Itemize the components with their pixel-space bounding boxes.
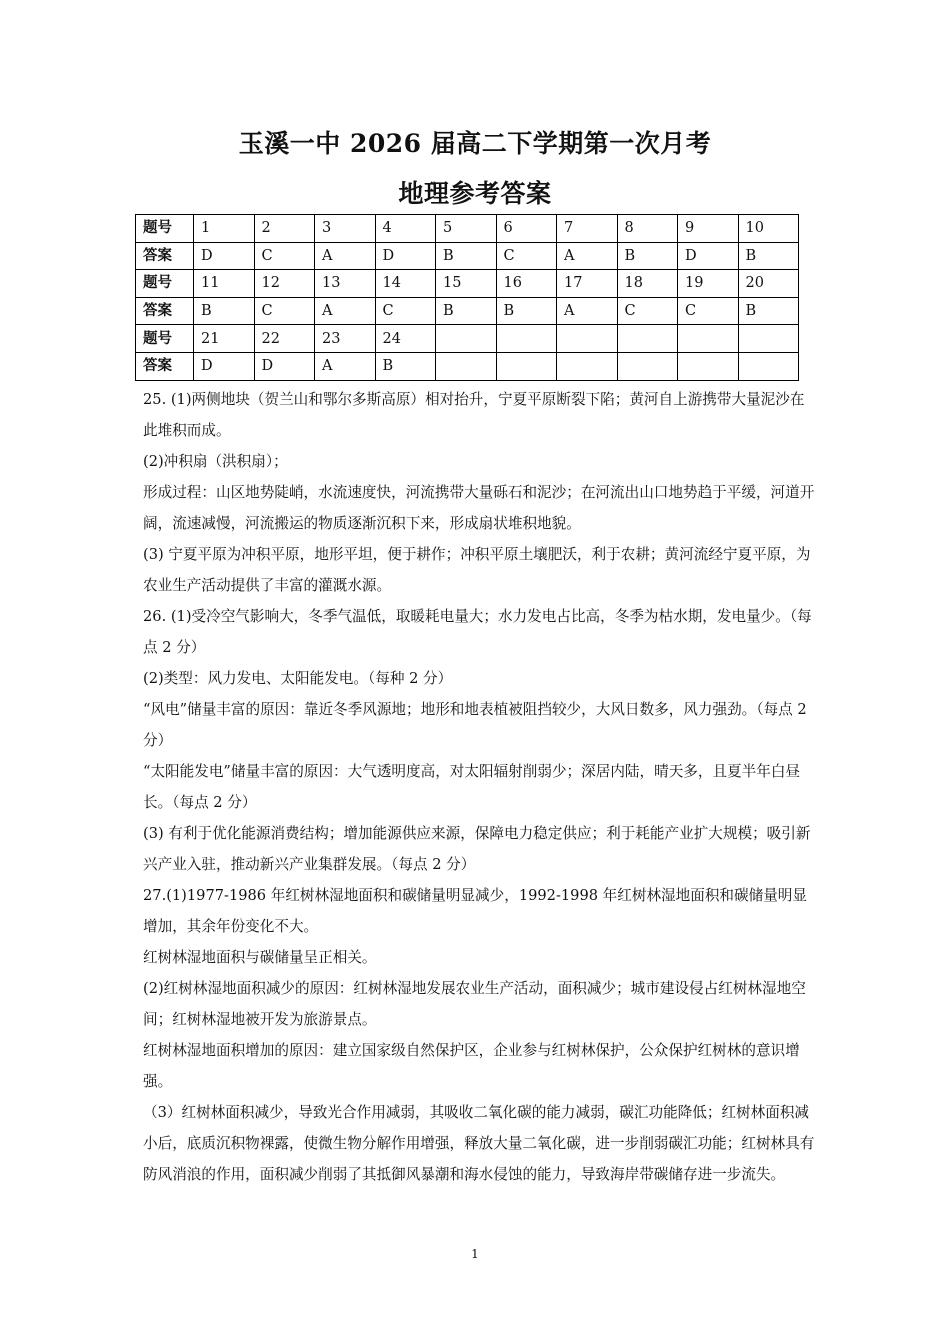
answer-paragraph: (3) 有利于优化能源消费结构；增加能源供应来源，保障电力稳定供应；利于耗能产业扩大规模；吸引新兴产业入驻，推动新兴产业集群发展。（每点 2 分） (143, 825, 811, 873)
table-cell: D (678, 242, 739, 270)
table-cell (738, 325, 799, 353)
table-cell: A (557, 242, 618, 270)
table-cell: 11 (194, 270, 255, 298)
table-cell: 24 (375, 325, 436, 353)
row-label: 答案 (136, 242, 194, 270)
answer-row (136, 242, 799, 270)
answer-paragraph: “太阳能发电”储量丰富的原因：大气透明度高，对太阳辐射削弱少；深居内陆，晴天多，且夏半年白昼长。（每点 2 分） (143, 763, 801, 811)
answer-body (143, 384, 815, 1190)
row-label: 答案 (136, 352, 194, 380)
table-cell: D (254, 352, 315, 380)
question-number-row (136, 270, 799, 298)
table-cell: 8 (617, 215, 678, 243)
table-cell: C (496, 242, 557, 270)
table-cell (557, 325, 618, 353)
table-cell: B (738, 242, 799, 270)
table-cell: 10 (738, 215, 799, 243)
row-label: 题号 (136, 270, 194, 298)
answer-paragraph: (2)红树林湿地面积减少的原因：红树林湿地发展农业生产活动，面积减少；城市建设侵占红树林湿地空间；红树林湿地被开发为旅游景点。 (143, 980, 806, 1028)
answer-paragraph: (2)类型：风力发电、太阳能发电。（每种 2 分） (143, 670, 453, 687)
table-cell: 9 (678, 215, 739, 243)
table-cell: B (436, 242, 497, 270)
table-cell: C (678, 297, 739, 325)
row-label: 答案 (136, 297, 194, 325)
table-cell: 19 (678, 270, 739, 298)
document-title: 玉溪一中 2026 届高二下学期第一次月考 (238, 129, 712, 158)
table-cell: 5 (436, 215, 497, 243)
table-cell (436, 325, 497, 353)
answer-row (136, 352, 799, 380)
table-cell: A (315, 352, 376, 380)
table-cell (496, 325, 557, 353)
table-cell (738, 352, 799, 380)
question-number-row (136, 215, 799, 243)
row-label: 题号 (136, 215, 194, 243)
table-cell: A (557, 297, 618, 325)
table-cell (617, 325, 678, 353)
table-cell: 14 (375, 270, 436, 298)
table-cell: B (738, 297, 799, 325)
table-cell: D (194, 242, 255, 270)
document-subtitle: 地理参考答案 (398, 179, 552, 208)
answer-paragraph: 红树林湿地面积增加的原因：建立国家级自然保护区，企业参与红树林保护，公众保护红树林的意识增强。 (143, 1042, 800, 1090)
table-cell: D (194, 352, 255, 380)
table-cell: 20 (738, 270, 799, 298)
table-cell: 4 (375, 215, 436, 243)
table-cell (436, 352, 497, 380)
table-cell: D (375, 242, 436, 270)
table-cell: 12 (254, 270, 315, 298)
table-cell: C (375, 297, 436, 325)
table-cell: B (194, 297, 255, 325)
table-cell: 13 (315, 270, 376, 298)
table-cell (617, 352, 678, 380)
table-cell: 18 (617, 270, 678, 298)
answer-paragraph: “风电”储量丰富的原因：靠近冬季风源地；地形和地表植被阻挡较少，大风日数多，风力强劲。（每点 2 分） (143, 701, 807, 749)
table-cell (678, 352, 739, 380)
answer-paragraph: 形成过程：山区地势陡峭，水流速度快，河流携带大量砾石和泥沙；在河流出山口地势趋于平缓，河道开阔，流速减慢，河流搬运的物质逐渐沉积下来，形成扇状堆积地貌。 (143, 484, 815, 532)
table-cell: 6 (496, 215, 557, 243)
table-cell: 1 (194, 215, 255, 243)
table-cell: A (315, 242, 376, 270)
table-cell: 21 (194, 325, 255, 353)
table-cell (678, 325, 739, 353)
answer-row (136, 297, 799, 325)
question-number-row (136, 325, 799, 353)
answer-paragraph: (2)冲积扇（洪积扇）； (143, 453, 288, 470)
table-cell: 15 (436, 270, 497, 298)
table-cell: 7 (557, 215, 618, 243)
table-cell (557, 352, 618, 380)
table-cell: 16 (496, 270, 557, 298)
table-cell: 2 (254, 215, 315, 243)
table-cell: 22 (254, 325, 315, 353)
table-cell: A (315, 297, 376, 325)
answer-table (135, 214, 799, 381)
table-cell: B (436, 297, 497, 325)
page-number: 1 (471, 1247, 479, 1261)
table-cell: B (617, 242, 678, 270)
answer-paragraph: 红树林湿地面积与碳储量呈正相关。 (143, 949, 377, 966)
table-cell: C (617, 297, 678, 325)
answer-paragraph: 27.(1)1977-1986 年红树林湿地面积和碳储量明显减少，1992-1998 年红树林湿地面积和碳储量明显增加，其余年份变化不大。 (143, 887, 807, 935)
table-cell: B (496, 297, 557, 325)
table-cell (496, 352, 557, 380)
answer-paragraph: 25. (1)两侧地块（贺兰山和鄂尔多斯高原）相对抬升，宁夏平原断裂下陷；黄河自上游携带大量泥沙在此堆积而成。 (143, 391, 805, 439)
table-cell: 17 (557, 270, 618, 298)
answer-paragraph: （3）红树林面积减少，导致光合作用减弱，其吸收二氧化碳的能力减弱，碳汇功能降低；红树林面积减小后，底质沉积物裸露，使微生物分解作用增强，释放大量二氧化碳，进一步削弱碳汇功能；红树林具有防风消浪的作用，面积减少削弱了其抵御风暴潮和海水侵蚀的能力，导致海岸带碳储存进一步流失。 (143, 1104, 815, 1183)
table-cell: C (254, 297, 315, 325)
table-cell: C (254, 242, 315, 270)
table-cell: 23 (315, 325, 376, 353)
answer-paragraph: (3) 宁夏平原为冲积平原，地形平坦，便于耕作；冲积平原土壤肥沃，利于农耕；黄河流经宁夏平原，为农业生产活动提供了丰富的灌溉水源。 (143, 546, 811, 594)
row-label: 题号 (136, 325, 194, 353)
answer-paragraph: 26. (1)受冷空气影响大，冬季气温低，取暖耗电量大；水力发电占比高，冬季为枯水期，发电量少。（每点 2 分） (143, 608, 812, 656)
table-cell: 3 (315, 215, 376, 243)
table-cell: B (375, 352, 436, 380)
